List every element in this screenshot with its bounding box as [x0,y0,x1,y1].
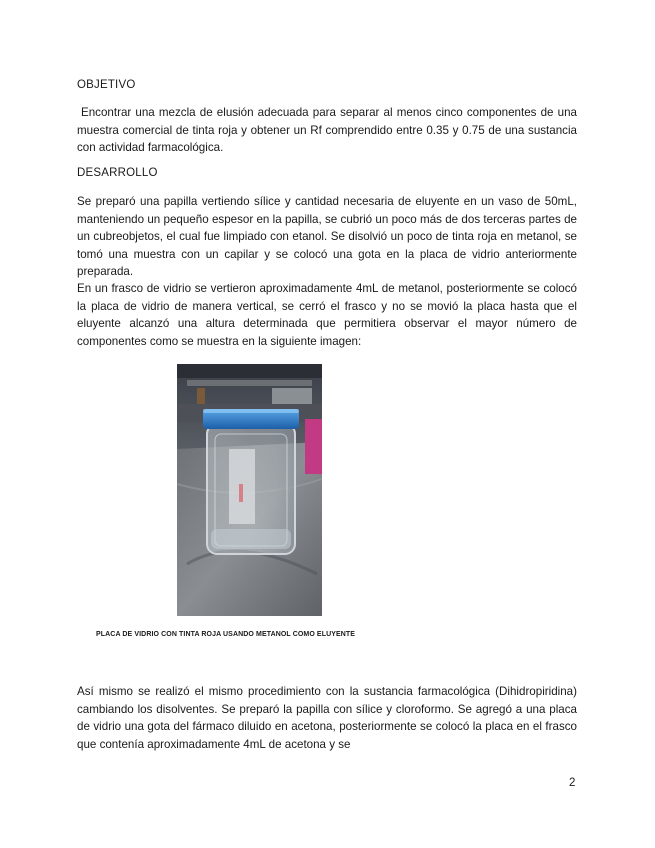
jar-photo [177,364,322,616]
desarrollo-paragraph-3: Así mismo se realizó el mismo procedimiento con la sustancia farmacológica (Dihidropiridina) cambiando los disolventes. Se preparó la papilla con sílice y cloroformo. Se agregó a una placa de vidrio una gota del fármaco diluido en acetona, posteriormente se colocó la placa en el frasco que contenía aproximadamente 4mL de acetona y se [77,685,577,751]
heading-desarrollo: DESARROLLO [77,167,158,179]
objetivo-paragraph: Encontrar una mezcla de elusión adecuada para separar al menos cinco componentes de una muestra comercial de tinta roja y obtener un Rf comprendido entre 0.35 y 0.75 de una sustancia con actividad farmacológica. [77,106,577,154]
heading-objetivo: OBJETIVO [77,79,136,91]
page-number: 2 [569,777,576,789]
figure-caption: PLACA DE VIDRIO CON TINTA ROJA USANDO METANOL COMO ELUYENTE [96,631,356,638]
desarrollo-paragraph-1: Se preparó una papilla vertiendo sílice y cantidad necesaria de eluyente en un vaso de 50mL, manteniendo un pequeño espesor en la papilla, se cubrió un poco más de dos terceras partes de un cubreobjetos, el cual fue limpiado con etanol. Se disolvió un poco de tinta roja en metanol, se tomó una muestra con un capilar y se colocó una gota en la placa de vidrio anteriormente preparada. [77,195,577,278]
desarrollo-paragraph-2: En un frasco de vidrio se vertieron aproximadamente 4mL de metanol, posteriormente se colocó la placa de vidrio de manera vertical, se cerró el frasco y no se movió la placa hasta que el eluyente alcanzó una altura determinada que permitiera observar el mayor número de componentes como se muestra en la siguiente imagen: [77,282,577,348]
